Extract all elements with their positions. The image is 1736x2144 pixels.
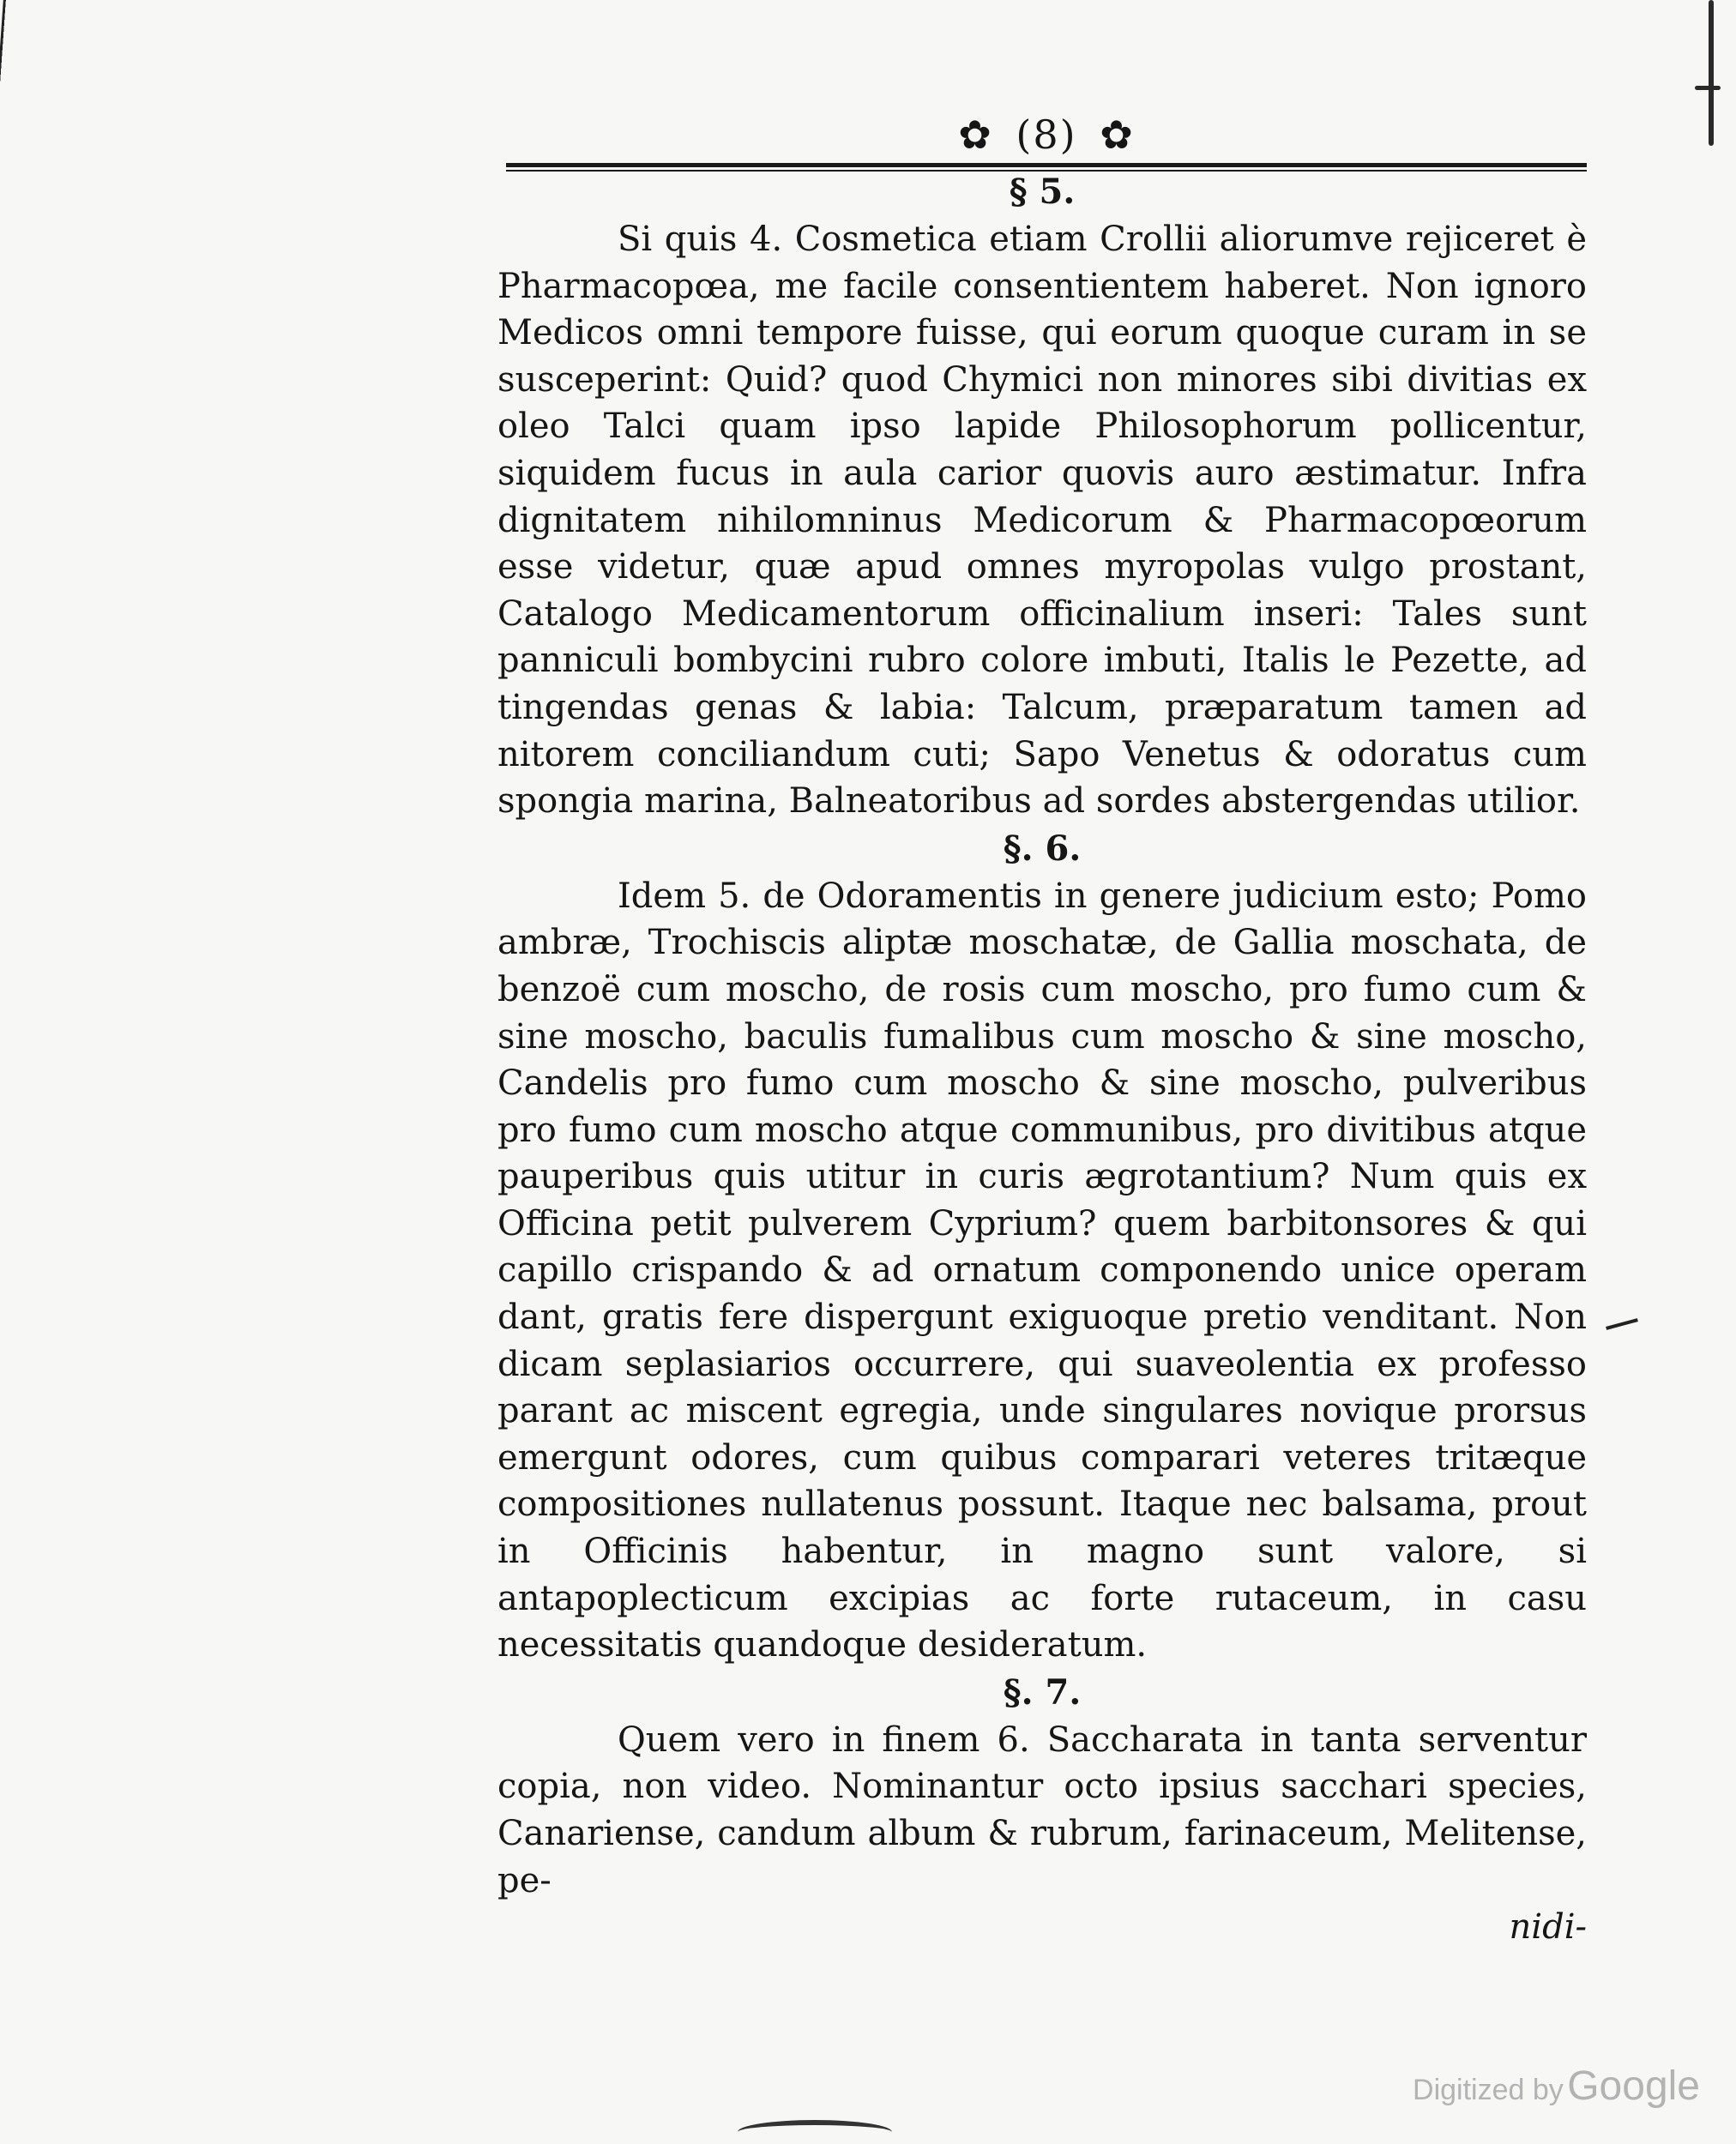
page-number-group [506, 111, 1587, 158]
flower-ornament-right-icon: ✿ [1100, 111, 1135, 158]
flower-ornament-left-icon: ✿ [958, 111, 993, 158]
catchword: nidi- [1509, 1907, 1587, 1948]
page-number: (8) [1016, 111, 1077, 158]
margin-mark [1606, 1318, 1638, 1330]
body-text [497, 168, 1587, 1950]
page-edge-right [1709, 0, 1714, 146]
section-7-title: §. 7. [1003, 1671, 1082, 1713]
running-header [506, 101, 1587, 175]
bottom-edge-smudge [738, 2120, 892, 2144]
section-6-text: Idem 5. de Odoramentis in genere judicium esto; Pomo ambræ, Trochiscis aliptæ moschatæ, de Gallia moschata, de benzoë cum moscho, de rosis cum moscho, pro fumo cum & sine moscho, baculis fumalibus cum moscho & sine moscho, Candelis pro fumo cum moscho & sine moscho, pulveribus pro fumo cum moscho atque communibus, pro divitibus atque pauperibus quis utitur in curis ægrotantium? Num quis ex Officina petit pulverem Cyprium? quem barbitonsores & qui capillo crispando & ad ornatum componendo unice operam dant, gratis fere dispergunt exiguoque pretio venditant. Non dicam seplasiarios occurrere, qui suaveolentia ex professo parant ac miscent egregia, unde singulares novique prorsus emergunt odores, cum quibus comparari veteres tritæque compositiones nullatenus possunt. Itaque nec balsama, prout in Officinis habentur, in magno sunt valore, si antapoplecticum excipias ac forte rutaceum, in casu necessitatis quandoque desideratum. [497, 876, 1587, 1665]
watermark-prefix: Digitized by [1413, 2074, 1564, 2106]
section-6-title: §. 6. [1003, 828, 1082, 869]
watermark-brand: Google [1567, 2063, 1700, 2109]
section-5-title: § 5. [1009, 172, 1076, 212]
digitization-watermark [1413, 2063, 1700, 2110]
section-7-text: Quem vero in finem 6. Saccharata in tanta serventur copia, non video. Nominantur octo ipsius sacchari species, Canariense, candum album & rubrum, farinaceum, Melitense, pe- [497, 1719, 1587, 1900]
page-edge-left [0, 0, 15, 94]
margin-tick [1695, 86, 1721, 90]
section-5-text: Si quis 4. Cosmetica etiam Crollii aliorumve rejiceret è Pharmacopœa, me facile consentientem haberet. Non ignoro Medicos omni tempore fuisse, qui eorum quoque curam in se susceperint: Quid? quod Chymici non minores sibi divitias ex oleo Talci quam ipso lapide Philosophorum pollicentur, siquidem fucus in aula carior quovis auro æstimatur. Infra dignitatem nihilomninus Medicorum & Pharmacopœorum esse videtur, quæ apud omnes myropolas vulgo prostant, Catalogo Medicamentorum officinalium inseri: Tales sunt panniculi bombycini rubro colore imbuti, Italis le Pezette, ad tingendas genas & labia: Talcum, præparatum tamen ad nitorem conciliandum cuti; Sapo Venetus & odoratus cum spongia marina, Balneatoribus ad sordes abstergendas utilior. [497, 220, 1587, 822]
